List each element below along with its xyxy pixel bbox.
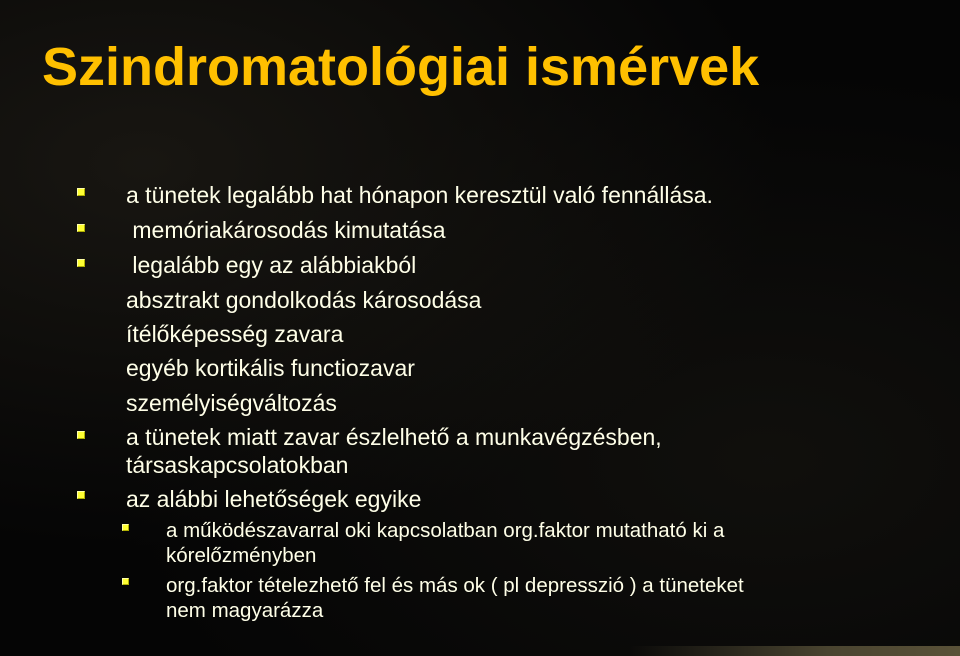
list-item: ítélőképesség zavara <box>126 321 344 347</box>
slide-title: Szindromatológiai ismérvek <box>42 37 760 97</box>
list-item: org.faktor tételezhető fel és más ok ( pl depresszió ) a tüneteket <box>166 574 744 597</box>
list-item: nem magyarázza <box>166 599 324 622</box>
list-item: absztrakt gondolkodás károsodása <box>126 287 482 313</box>
list-item: társaskapcsolatokban <box>126 452 349 478</box>
square-bullet-icon <box>77 259 85 267</box>
list-item: személyiségváltozás <box>126 390 337 416</box>
list-item: kórelőzményben <box>166 544 317 567</box>
list-item: egyéb kortikális functiozavar <box>126 355 415 381</box>
decorative-corner <box>630 646 960 656</box>
square-bullet-icon <box>122 578 129 585</box>
square-bullet-icon <box>77 188 85 196</box>
square-bullet-icon <box>77 224 85 232</box>
list-item: az alábbi lehetőségek egyike <box>126 486 422 512</box>
square-bullet-icon <box>122 524 129 531</box>
list-item: memóriakárosodás kimutatása <box>126 217 446 243</box>
list-item: a tünetek miatt zavar észlelhető a munkavégzésben, <box>126 424 662 450</box>
square-bullet-icon <box>77 431 85 439</box>
square-bullet-icon <box>77 491 85 499</box>
list-item: a működészavarral oki kapcsolatban org.faktor mutatható ki a <box>166 519 725 542</box>
list-item: legalább egy az alábbiakból <box>126 252 417 278</box>
list-item: a tünetek legalább hat hónapon keresztül való fennállása. <box>126 182 713 208</box>
